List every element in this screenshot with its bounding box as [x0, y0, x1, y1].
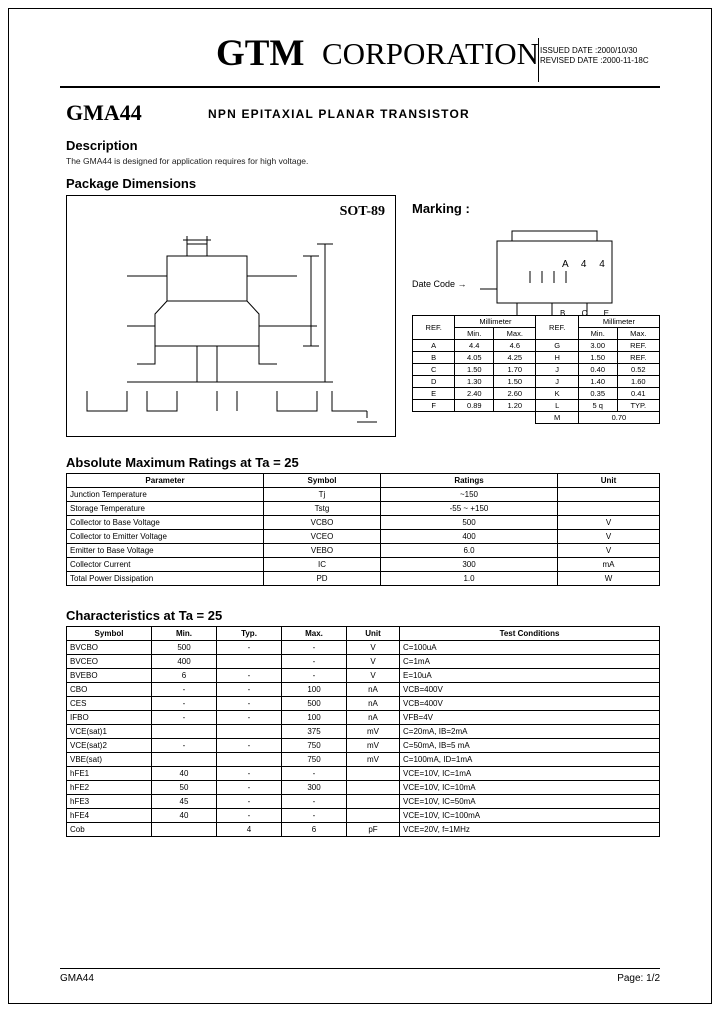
masthead	[60, 30, 660, 88]
col-unit: Unit	[558, 474, 660, 488]
dim-sub-min2: Min.	[578, 328, 617, 340]
col-min: Min.	[152, 627, 217, 641]
abs-max-table	[66, 473, 660, 586]
table-row	[67, 655, 660, 669]
cell-symbol: hFE1	[67, 767, 152, 781]
cell-rating: ~150	[381, 488, 558, 502]
characteristics-table	[66, 626, 660, 837]
company-logo: GTM	[216, 33, 305, 74]
cell-symbol: VCBO	[264, 516, 381, 530]
cell-unit: pF	[347, 823, 400, 837]
header-dates	[540, 46, 660, 66]
dim-col-mm1: Millimeter	[455, 316, 536, 328]
cell-typ: 4	[217, 823, 282, 837]
cell-symbol: CES	[67, 697, 152, 711]
cell-max: 6	[282, 823, 347, 837]
dim-sub-min1: Min.	[455, 328, 494, 340]
table-row	[67, 572, 660, 586]
cell-min: -	[152, 697, 217, 711]
cell-max: -	[282, 795, 347, 809]
cell-symbol: VCE(sat)2	[67, 739, 152, 753]
table-row	[67, 823, 660, 837]
cell-typ: -	[217, 795, 282, 809]
table-row	[413, 400, 660, 412]
cell-max: 750	[282, 739, 347, 753]
dim-cell: 4.4	[455, 340, 494, 352]
table-row	[67, 711, 660, 725]
package-heading: Package Dimensions	[66, 176, 197, 191]
table-row	[67, 669, 660, 683]
characteristics-heading: Characteristics at Ta = 25	[66, 608, 223, 623]
cell-unit: V	[558, 530, 660, 544]
dim-col-ref2: REF.	[536, 316, 578, 340]
dim-cell: 0.70	[578, 412, 659, 424]
col-max: Max.	[282, 627, 347, 641]
dim-cell: 1.40	[578, 376, 617, 388]
footer-page-number: Page: 1/2	[617, 973, 660, 984]
issued-date: ISSUED DATE :2000/10/30	[540, 46, 638, 55]
cell-unit	[347, 781, 400, 795]
cell-symbol: BVCEO	[67, 655, 152, 669]
cell-unit: mV	[347, 725, 400, 739]
col-ratings: Ratings	[381, 474, 558, 488]
cell-min: 6	[152, 669, 217, 683]
cell-parameter: Storage Temperature	[67, 502, 264, 516]
table-row	[67, 753, 660, 767]
cell-typ: -	[217, 767, 282, 781]
cell-symbol: IFBO	[67, 711, 152, 725]
dim-cell: TYP.	[617, 400, 659, 412]
cell-symbol: Cob	[67, 823, 152, 837]
cell-test-conditions: VCE=10V, IC=1mA	[400, 767, 660, 781]
cell-unit: V	[347, 669, 400, 683]
cell-unit	[558, 502, 660, 516]
dim-cell: G	[536, 340, 578, 352]
cell-min: -	[152, 739, 217, 753]
cell-min: 45	[152, 795, 217, 809]
dim-cell: K	[536, 388, 578, 400]
col-unit: Unit	[347, 627, 400, 641]
dimension-table	[412, 315, 660, 424]
cell-max: 100	[282, 711, 347, 725]
cell-parameter: Collector to Base Voltage	[67, 516, 264, 530]
cell-unit: V	[558, 516, 660, 530]
cell-typ: -	[217, 739, 282, 753]
dim-cell: M	[536, 412, 578, 424]
dim-cell: J	[536, 376, 578, 388]
dim-col-ref1: REF.	[413, 316, 455, 340]
cell-rating: 1.0	[381, 572, 558, 586]
package-name: SOT-89	[339, 204, 385, 219]
table-row	[413, 352, 660, 364]
cell-typ: -	[217, 683, 282, 697]
cell-min	[152, 823, 217, 837]
table-row	[67, 544, 660, 558]
dim-cell: 5 q	[578, 400, 617, 412]
dim-cell: H	[536, 352, 578, 364]
cell-unit: nA	[347, 683, 400, 697]
dim-cell: 2.40	[455, 388, 494, 400]
cell-rating: -55 ~ +150	[381, 502, 558, 516]
date-code-label: Date Code →	[412, 279, 467, 289]
table-row	[67, 697, 660, 711]
table-row	[67, 767, 660, 781]
page-content	[60, 30, 660, 837]
dim-cell: REF.	[617, 352, 659, 364]
dim-cell: 4.6	[494, 340, 536, 352]
cell-unit: mA	[558, 558, 660, 572]
table-row	[67, 641, 660, 655]
cell-unit	[347, 767, 400, 781]
cell-min: 40	[152, 767, 217, 781]
dim-cell: 1.70	[494, 364, 536, 376]
cell-symbol: PD	[264, 572, 381, 586]
cell-min: 500	[152, 641, 217, 655]
cell-unit: mV	[347, 739, 400, 753]
col-symbol: Symbol	[264, 474, 381, 488]
table-row	[413, 388, 660, 400]
dim-cell: 1.50	[455, 364, 494, 376]
dim-cell: J	[536, 364, 578, 376]
cell-symbol: hFE2	[67, 781, 152, 795]
col-test-conditions: Test Conditions	[400, 627, 660, 641]
col-parameter: Parameter	[67, 474, 264, 488]
cell-typ: -	[217, 697, 282, 711]
table-row	[67, 502, 660, 516]
footer-part-number: GMA44	[60, 973, 94, 984]
dim-cell: 4.05	[455, 352, 494, 364]
cell-unit: W	[558, 572, 660, 586]
cell-symbol: VCEO	[264, 530, 381, 544]
cell-parameter: Junction Temperature	[67, 488, 264, 502]
table-row	[67, 488, 660, 502]
cell-test-conditions: C=1mA	[400, 655, 660, 669]
cell-symbol: CBO	[67, 683, 152, 697]
table-row	[67, 739, 660, 753]
cell-test-conditions: VFB=4V	[400, 711, 660, 725]
table-row	[67, 683, 660, 697]
cell-unit: mV	[347, 753, 400, 767]
cell-min: 50	[152, 781, 217, 795]
sot89-outline-drawing	[67, 196, 395, 436]
dim-cell: 0.40	[578, 364, 617, 376]
cell-test-conditions: C=100mA, ID=1mA	[400, 753, 660, 767]
cell-symbol: Tstg	[264, 502, 381, 516]
cell-unit: V	[347, 641, 400, 655]
dim-cell: L	[536, 400, 578, 412]
cell-unit	[347, 795, 400, 809]
dim-cell: 4.25	[494, 352, 536, 364]
cell-symbol: hFE4	[67, 809, 152, 823]
cell-min: 40	[152, 809, 217, 823]
description-text: The GMA44 is designed for application requires for high voltage.	[66, 156, 309, 166]
cell-max: 300	[282, 781, 347, 795]
cell-symbol: VCE(sat)1	[67, 725, 152, 739]
package-drawing	[66, 195, 396, 437]
page-title: GMA44	[66, 100, 142, 125]
cell-rating: 500	[381, 516, 558, 530]
cell-max: 375	[282, 725, 347, 739]
cell-typ: -	[217, 809, 282, 823]
cell-rating: 400	[381, 530, 558, 544]
abs-max-heading: Absolute Maximum Ratings at Ta = 25	[66, 455, 299, 470]
cell-test-conditions: VCB=400V	[400, 683, 660, 697]
cell-parameter: Total Power Dissipation	[67, 572, 264, 586]
cell-max: -	[282, 655, 347, 669]
cell-typ	[217, 753, 282, 767]
dim-cell: A	[413, 340, 455, 352]
cell-min	[152, 725, 217, 739]
description-heading: Description	[66, 138, 138, 153]
cell-typ: -	[217, 781, 282, 795]
table-row	[413, 412, 660, 424]
cell-rating: 300	[381, 558, 558, 572]
table-row	[413, 340, 660, 352]
cell-typ	[217, 655, 282, 669]
table-row	[67, 516, 660, 530]
pin-label-c: C	[581, 309, 588, 318]
cell-max: -	[282, 641, 347, 655]
cell-min	[152, 753, 217, 767]
cell-max: 500	[282, 697, 347, 711]
dim-cell: 0.52	[617, 364, 659, 376]
dim-cell: E	[413, 388, 455, 400]
table-row	[413, 376, 660, 388]
table-row	[67, 725, 660, 739]
dim-cell: 0.89	[455, 400, 494, 412]
cell-max: 750	[282, 753, 347, 767]
cell-test-conditions: VCE=10V, IC=50mA	[400, 795, 660, 809]
dim-cell	[494, 412, 536, 424]
header-divider	[538, 38, 539, 82]
cell-max: -	[282, 809, 347, 823]
page-footer	[60, 968, 660, 984]
dim-cell: 1.30	[455, 376, 494, 388]
dim-cell: C	[413, 364, 455, 376]
cell-test-conditions: VCE=10V, IC=100mA	[400, 809, 660, 823]
col-symbol: Symbol	[67, 627, 152, 641]
cell-test-conditions: VCB=400V	[400, 697, 660, 711]
cell-unit	[558, 488, 660, 502]
dim-sub-max1: Max.	[494, 328, 536, 340]
dim-cell: 1.50	[494, 376, 536, 388]
col-typ: Typ.	[217, 627, 282, 641]
cell-symbol: BVCBO	[67, 641, 152, 655]
cell-unit: nA	[347, 697, 400, 711]
cell-parameter: Collector to Emitter Voltage	[67, 530, 264, 544]
cell-typ: -	[217, 711, 282, 725]
cell-min: -	[152, 711, 217, 725]
table-header-row	[67, 474, 660, 488]
dim-cell: 3.00	[578, 340, 617, 352]
cell-test-conditions: VCE=20V, f=1MHz	[400, 823, 660, 837]
cell-symbol: VBE(sat)	[67, 753, 152, 767]
cell-rating: 6.0	[381, 544, 558, 558]
cell-min: 400	[152, 655, 217, 669]
part-description: NPN EPITAXIAL PLANAR TRANSISTOR	[208, 107, 470, 121]
cell-min: -	[152, 683, 217, 697]
cell-symbol: Tj	[264, 488, 381, 502]
cell-typ: -	[217, 669, 282, 683]
cell-symbol: hFE3	[67, 795, 152, 809]
dim-cell: D	[413, 376, 455, 388]
dim-cell: B	[413, 352, 455, 364]
title-row	[60, 100, 660, 128]
table-row	[67, 781, 660, 795]
pin-label-b: B	[560, 309, 566, 318]
dim-col-mm2: Millimeter	[578, 316, 659, 328]
dim-cell: 0.35	[578, 388, 617, 400]
company-name: CORPORATION	[322, 36, 540, 71]
cell-max: -	[282, 767, 347, 781]
pin-label-e: E	[603, 309, 609, 318]
cell-unit: nA	[347, 711, 400, 725]
dimension-table-header-row	[413, 316, 660, 328]
cell-test-conditions: E=10uA	[400, 669, 660, 683]
cell-test-conditions: C=50mA, IB=5 mA	[400, 739, 660, 753]
cell-test-conditions: VCE=10V, IC=10mA	[400, 781, 660, 795]
cell-max: -	[282, 669, 347, 683]
package-section	[60, 195, 660, 445]
dim-cell: 0.41	[617, 388, 659, 400]
table-row	[67, 558, 660, 572]
dim-cell: 1.20	[494, 400, 536, 412]
dim-cell	[413, 412, 455, 424]
cell-unit: V	[347, 655, 400, 669]
cell-max: 100	[282, 683, 347, 697]
table-header-row	[67, 627, 660, 641]
marking-heading: Marking :	[412, 201, 470, 216]
revised-date: REVISED DATE :2000-11-18C	[540, 56, 649, 65]
dim-cell: REF.	[617, 340, 659, 352]
dim-cell: 2.60	[494, 388, 536, 400]
cell-unit	[347, 809, 400, 823]
cell-typ: -	[217, 641, 282, 655]
cell-symbol: VEBO	[264, 544, 381, 558]
dim-cell	[455, 412, 494, 424]
dim-sub-max2: Max.	[617, 328, 659, 340]
cell-symbol: IC	[264, 558, 381, 572]
table-row	[67, 795, 660, 809]
cell-parameter: Collector Current	[67, 558, 264, 572]
dim-cell: F	[413, 400, 455, 412]
cell-typ	[217, 725, 282, 739]
marking-code: A 4 4	[562, 259, 610, 270]
cell-unit: V	[558, 544, 660, 558]
cell-test-conditions: C=100uA	[400, 641, 660, 655]
cell-parameter: Emitter to Base Voltage	[67, 544, 264, 558]
table-row	[413, 364, 660, 376]
cell-test-conditions: C=20mA, IB=2mA	[400, 725, 660, 739]
table-row	[67, 530, 660, 544]
dim-cell: 1.50	[578, 352, 617, 364]
cell-symbol: BVEBO	[67, 669, 152, 683]
dim-cell: 1.60	[617, 376, 659, 388]
table-row	[67, 809, 660, 823]
